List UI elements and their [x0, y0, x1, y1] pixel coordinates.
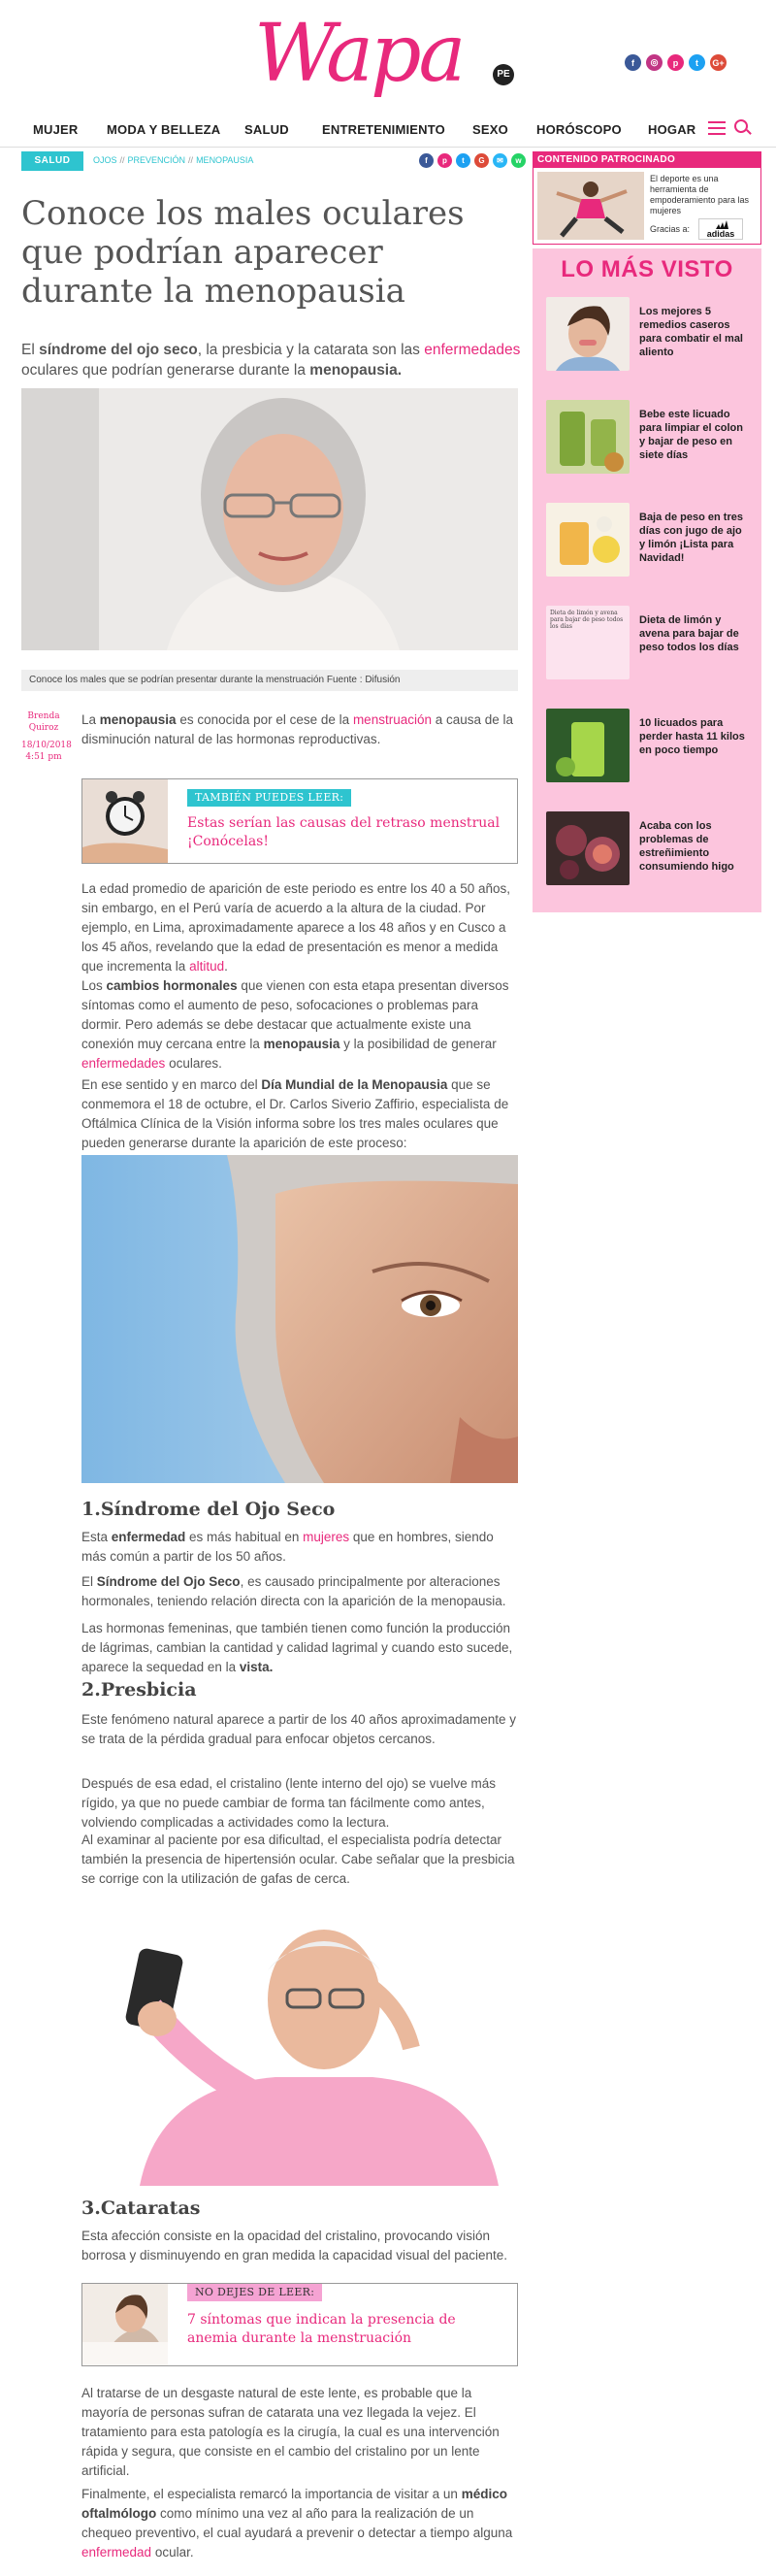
nav-item-entretenimiento[interactable]: ENTRETENIMIENTO [322, 122, 445, 137]
article-lead: El síndrome del ojo seco, la presbicia y la catarata son las enfermedades oculares que podrían generarse durante la menopausia. [21, 342, 521, 379]
country-badge: PE [493, 64, 514, 85]
paragraph: Después de esa edad, el cristalino (lente interno del ojo) se vuelve más rígido, ya que no puede cambiar de forma tan fácilmente como antes, volviendo complicadas a actividades como la lectura. [81, 1776, 496, 1830]
paragraph: La edad promedio de aparición de este periodo es entre los 40 a 50 años, sin embargo, en el Perú varía de acuerdo a la altura de la ciudad. Por ejemplo, en Lima, aproximadamente aparece a los 48 años y en Cusco a los 45 años, revelando que la edad de presentación es menor a medida que incrementa la altitud. [81, 881, 511, 974]
nav-item-sexo[interactable]: SEXO [472, 122, 508, 137]
nav-item-horoscopo[interactable]: HORÓSCOPO [536, 122, 622, 137]
section-heading: 1.Síndrome del Ojo Seco [81, 1499, 336, 1520]
paragraph: Los cambios hormonales que vienen con esta etapa presentan diversos síntomas como el aumento de peso, sofocaciones o problemas para dormir. Pero además se debe destacar que actualmente existe una conexión muy cercana entre la menopausia y la posibilidad de generar enfermedades oculares. [81, 978, 509, 1071]
nav-item-hogar[interactable]: HOGAR [648, 122, 696, 137]
most-viewed-thumbnail [546, 400, 630, 474]
most-viewed-item[interactable] [546, 503, 754, 584]
related-article-thumbnail [82, 2284, 168, 2365]
most-viewed-title-text[interactable]: Los mejores 5 remedios caseros para combatir el mal aliento [639, 306, 743, 358]
paragraph: Finalmente, el especialista remarcó la importancia de visitar a un médico oftalmólogo como mínimo una vez al año para la realización de un chequeo preventivo, el cual ayudará a prevenir o detectar a tiempo alguna enfermedad ocular. [81, 2487, 513, 2559]
hero-caption: Conoce los males que se podrían presentar durante la menstruación Fuente : Difusión [21, 670, 518, 691]
article-share-links [419, 153, 526, 168]
nav-item-salud[interactable]: SALUD [244, 122, 289, 137]
paragraph: Al tratarse de un desgaste natural de este lente, es probable que la mayoría de personas sufran de catarata una vez llegada la vejez. El tratamiento para esta patología es la cirugía, la cual es una intervención rápida y segura, que consiste en el cambio del cristalino por un lente artificial. [81, 2386, 500, 2478]
paragraph: Al examinar al paciente por esa dificultad, el especialista podría detectar también la presencia de hipertensión ocular. Cabe señalar que la presbicia se corrige con la utilización de gafas de cerca. [81, 1833, 515, 1886]
man-phone-image [81, 1893, 518, 2186]
paragraph: La menopausia es conocida por el cese de la menstruación a causa de la disminución natural de las hormonas reproductivas. [81, 712, 514, 746]
instagram-icon[interactable]: ◎ [646, 54, 663, 71]
breadcrumb: OJOS // PREVENCIÓN // MENOPAUSIA [93, 155, 254, 165]
link-menstruacion[interactable]: menstruación [352, 712, 432, 727]
main-nav [0, 109, 776, 148]
nav-item-moda-y-belleza[interactable]: MODA Y BELLEZA [107, 122, 221, 137]
hero-image [21, 388, 518, 650]
facebook-icon[interactable]: f [419, 153, 434, 168]
most-viewed-title: LO MÁS VISTO [561, 256, 733, 282]
paragraph: Esta enfermedad es más habitual en mujeres que en hombres, siendo más común a partir de los 50 años. [81, 1530, 494, 1564]
most-viewed-thumbnail [546, 811, 630, 885]
most-viewed-thumbnail [546, 503, 630, 577]
related-article-title[interactable]: 7 síntomas que indican la presencia de anemia durante la menstruación [187, 2312, 456, 2346]
breadcrumb-item[interactable]: MENOPAUSIA [196, 155, 254, 165]
whatsapp-icon[interactable]: w [511, 153, 526, 168]
most-viewed-title-text[interactable]: Baja de peso en tres días con jugo de ajo y limón ¡Lista para Navidad! [639, 512, 743, 564]
link-mujeres[interactable]: mujeres [303, 1530, 350, 1544]
related-article-thumbnail [82, 779, 168, 863]
most-viewed-thumbnail: Dieta de limón y avena para bajar de peso todos los días [546, 606, 630, 679]
section-heading: 2.Presbicia [81, 1679, 197, 1701]
link-altitud[interactable]: altitud [189, 959, 225, 974]
facebook-icon[interactable]: f [625, 54, 641, 71]
twitter-icon[interactable]: t [456, 153, 470, 168]
most-viewed-title-text[interactable]: Dieta de limón y avena para bajar de peso todos los días [639, 614, 739, 653]
link-enfermedades[interactable]: enfermedades [424, 342, 521, 358]
most-viewed-title-text[interactable]: 10 licuados para perder hasta 11 kilos en poco tiempo [639, 717, 745, 756]
eye-closeup-image [81, 1155, 518, 1483]
most-viewed-title-text[interactable]: Acaba con los problemas de estreñimiento consumiendo higo [639, 820, 734, 873]
paragraph: Esta afección consiste en la opacidad del cristalino, provocando visión borrosa y disminuyendo en gran medida la capacidad visual del paciente. [81, 2229, 508, 2262]
link-enfermedades[interactable]: enfermedades [81, 1056, 166, 1071]
publish-date: 18/10/2018 4:51 pm [21, 741, 72, 762]
article-title: Conoce los males oculares que podrían aparecer durante la menopausia [21, 194, 465, 311]
sponsored-content[interactable] [533, 151, 761, 245]
email-icon[interactable]: ✉ [493, 153, 507, 168]
sponsored-thanks: Gracias a: [650, 224, 691, 234]
google-plus-icon[interactable]: G [474, 153, 489, 168]
category-badge[interactable]: SALUD [21, 151, 83, 171]
related-badge: TAMBIÉN PUEDES LEER: [187, 789, 351, 807]
link-enfermedad[interactable]: enfermedad [81, 2545, 152, 2559]
pinterest-icon[interactable]: p [437, 153, 452, 168]
paragraph: Este fenómeno natural aparece a partir de los 40 años aproximadamente y se trata de la pérdida gradual para enfocar objetos cercanos. [81, 1712, 517, 1746]
paragraph: Las hormonas femeninas, que también tienen como función la producción de lágrimas, cambian la cantidad y calidad lagrimal y cuando esto sucede, aparece la sequedad en la vista. [81, 1621, 513, 1674]
site-logo[interactable]: Wapa PE [254, 10, 506, 99]
related-article-title[interactable]: Estas serían las causas del retraso menstrual ¡Conócelas! [187, 815, 501, 849]
sponsor-logo: adidas [698, 218, 743, 240]
twitter-icon[interactable]: t [689, 54, 705, 71]
header-social-links [625, 54, 727, 71]
breadcrumb-item[interactable]: OJOS [93, 155, 117, 165]
related-badge: NO DEJES DE LEER: [187, 2284, 322, 2301]
most-viewed-item[interactable] [546, 297, 754, 379]
section-heading: 3.Cataratas [81, 2197, 201, 2219]
pinterest-icon[interactable]: p [667, 54, 684, 71]
most-viewed-item[interactable] [546, 606, 754, 687]
google-plus-icon[interactable]: G+ [710, 54, 727, 71]
paragraph: En ese sentido y en marco del Día Mundial de la Menopausia que se conmemora el 18 de octubre, el Dr. Carlos Siverio Zaffirio, especialista de Oftálmica Clínica de la Visión informa sobre los tres males oculares que pueden generarse durante la aparición de este proceso: [81, 1077, 509, 1150]
most-viewed-title-text[interactable]: Bebe este licuado para limpiar el colon y bajar de peso en siete días [639, 409, 743, 461]
sponsored-image [537, 172, 644, 240]
most-viewed-item[interactable] [546, 811, 754, 893]
sponsored-label: CONTENIDO PATROCINADO [534, 152, 760, 168]
most-viewed-item[interactable] [546, 400, 754, 481]
breadcrumb-item[interactable]: PREVENCIÓN [127, 155, 186, 165]
nav-item-mujer[interactable]: MUJER [33, 122, 79, 137]
related-article-card[interactable] [81, 2283, 518, 2366]
most-viewed-item[interactable] [546, 709, 754, 790]
sponsored-text: El deporte es una herramienta de empoderamiento para las mujeres [650, 174, 750, 215]
most-viewed-panel [533, 248, 761, 912]
most-viewed-thumbnail [546, 297, 630, 371]
search-icon[interactable] [734, 119, 748, 133]
author-name[interactable]: Brenda Quiroz [27, 711, 60, 733]
paragraph: El Síndrome del Ojo Seco, es causado principalmente por alteraciones hormonales, teniendo relación directa con la aparición de la menopausia. [81, 1574, 506, 1608]
menu-icon[interactable] [708, 121, 726, 135]
most-viewed-thumbnail [546, 709, 630, 782]
related-article-card[interactable] [81, 778, 518, 864]
